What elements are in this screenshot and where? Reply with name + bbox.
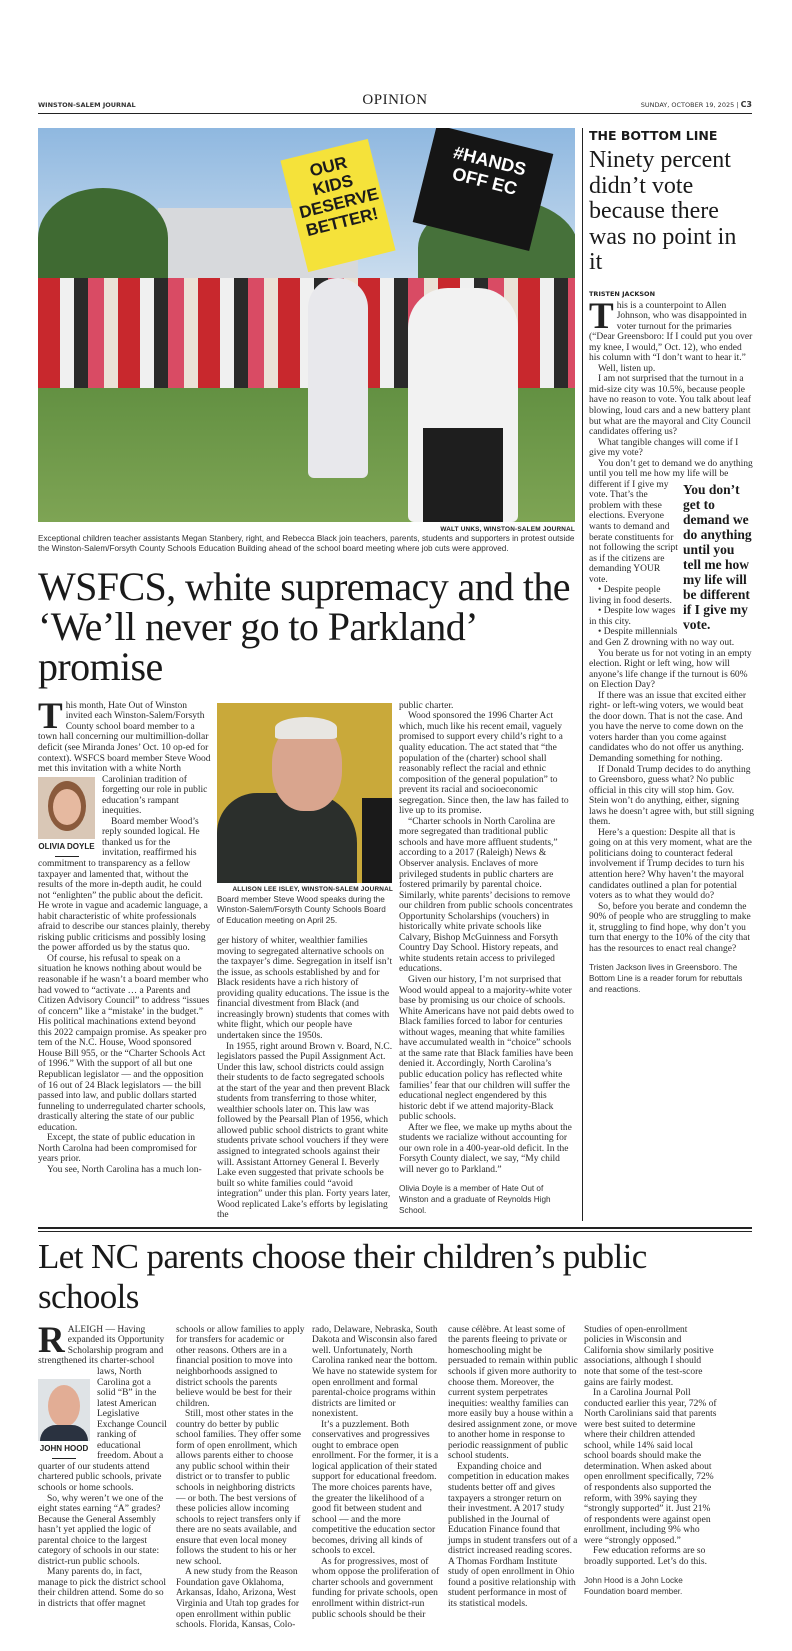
article1-columns bbox=[38, 695, 575, 1221]
drop-cap: T bbox=[589, 295, 614, 337]
steve-wood-photo bbox=[217, 703, 392, 883]
paragraph: Given our history, I’m not surprised that Wood would appeal to a majority-white voter base by promising us our choice of schools. White Americans have not paid debts owed to Black families forced to labor for centuries without wages, meaning that white families have accumulated wealth in “choice” schools at the same rate that Black families have been denied it. Accordingly, North Carolina’s public education policy has reflected white families’ fear that our children will suffer the educational neglect engendered by this historic debt if we attend majority-Black public schools. bbox=[399, 975, 574, 1123]
article2-column-5 bbox=[584, 1325, 717, 1631]
paragraph: Still, most other states in the country do better by public school families. They offer some form of open enrollment, which allows parents either to choose any public school within their district or to transfer to public schools in neighboring districts — or both. The best versions of these policies allow incoming schools to reject transfers only if there are no seats available, and ensure that even local money follows the student to his or her new school. bbox=[176, 1409, 301, 1567]
bullet-item: • Despite low wages in this city. bbox=[589, 606, 676, 627]
article2-column-2 bbox=[176, 1325, 306, 1631]
sidebar-byline: TRISTEN JACKSON bbox=[589, 289, 656, 298]
paragraph: cause célèbre. At least some of the parents fleeing to private or homeschooling might be persuaded to remain within public schools if given more authority to choose them. Moreover, the current system perpetrates inequities: wealthy families can more easily buy a house within a desired assignment zone, or move to another home in response to periodic reassignment of public school students. bbox=[448, 1324, 578, 1462]
paragraph: Few education reforms are so broadly supported. Let’s do this. bbox=[584, 1546, 707, 1567]
author-name: OLIVIA DOYLE bbox=[38, 841, 95, 851]
tree-left bbox=[38, 188, 168, 288]
author-inset bbox=[38, 777, 95, 857]
paragraph: Wood sponsored the 1996 Charter Act which, much like his recent email, vaguely promised to support every child’s right to a quality education. The act stated that “the population of the (charter) school shall reasonably reflect the racial and ethnic composition of the general population” to prevent its racial and socioeconomic segregation. Since then, the law has failed to live up to its promise. bbox=[399, 711, 569, 817]
bullet-item: • Despite people living in food deserts. bbox=[589, 585, 672, 606]
photo-credit: ALLISON LEE ISLEY, WINSTON-SALEM JOURNAL bbox=[232, 885, 393, 893]
paragraph: You berate us for not voting in an empty election. Right or left wing, how will anyone’s life change if the turnout is 60% on Election Day? bbox=[589, 648, 752, 691]
pull-quote: You don’t get to demand we do anything until you tell me how my life will be different if I give my vote. bbox=[683, 481, 752, 632]
paragraph: ALEIGH — Having expanded its Opportunity Scholarship program and strengthened its charter-school laws, North Carolina got a solid “B” in the latest American Legislative Exchange Council ranking of educational freedom. About a quarter of our students attend chartered public schools, private schools or home schools. bbox=[38, 1324, 167, 1493]
page-number: C3 bbox=[740, 100, 752, 109]
sign-black-text: #HANDS OFF EC bbox=[450, 142, 529, 199]
author-tagline: John Hood is a John Locke Foundation board member. bbox=[584, 1576, 683, 1596]
paragraph: Board member Wood’s reply sounded logical. He thanked us for the invitation, reaffirmed his commitment to transparency as a fellow taxpayer and lamented that, without the results of the more in-depth audit, he could not “enlighten” the public about the deficit. He wrote in vague and academic language, a habit characteristic of white professionals afraid to describe our stances plainly, thereby risking public criticisms and possibly losing the power afforded us by the status quo. bbox=[38, 816, 211, 954]
paragraph: So, before you berate and condemn the 90% of people who are struggling to make it, struggling to find hope, why don’t you turn that energy to the 10% of the city that has the resources to enact real change? bbox=[589, 901, 751, 954]
paragraph: It’s a puzzlement. Both conservatives and progressives ought to embrace open enrollment. For the former, it is a logical application of their stated support for educational freedom. The more choices parents have, the greater the likelihood of a good fit between student and school — and the more competitive the education sector becomes, driving all kinds of schools to excel. bbox=[312, 1419, 439, 1557]
article2-columns bbox=[38, 1319, 752, 1631]
paragraph: Well, listen up. bbox=[598, 363, 656, 374]
paragraph: my vote. That’s the problem with these elections. Everyone wants to demand and berate constituents for not following the script as if the citizens are demanding YOUR vote. bbox=[589, 479, 678, 585]
paragraph: “Charter schools in North Carolina are more segregated than traditional public schools and have more affluent students,” according to a 2017 (Raleigh) News & Observer analysis. Enclaves of more privileged students in public charters are fostered primarily by parental choice. Similarly, white parents’ decisions to remove our children from public schools concentrates Opportunity Scholarships (vouchers) in historically white private schools like Calvary, Bishop McGuinness and Forsyth Country Day School. History repeats, and white students retain access to privileged educations. bbox=[399, 816, 573, 975]
author-photo-john-hood bbox=[38, 1379, 90, 1441]
section-double-rule bbox=[38, 1227, 752, 1232]
protest-photo bbox=[38, 128, 575, 522]
sign-yellow-text: OUR KIDS DESERVE BETTER! bbox=[297, 152, 381, 241]
article2-column-3 bbox=[312, 1325, 442, 1631]
headline-line-2: ‘We’ll never go to Parkland’ promise bbox=[38, 603, 475, 689]
article1-column-1 bbox=[38, 695, 211, 1221]
drop-cap: T bbox=[38, 695, 63, 737]
paragraph: What tangible changes will come if I give my vote? bbox=[589, 437, 739, 459]
article1-column-3 bbox=[399, 701, 575, 1221]
top-section bbox=[38, 128, 752, 1221]
paragraph: If Donald Trump decides to do anything to Greensboro, guess what? No public official in this city will stop him. Gov. Stein won’t do anything, either, signing laws he doesn’t agree with, but still signing them. bbox=[589, 764, 754, 828]
paper-name: WINSTON-SALEM JOURNAL bbox=[38, 101, 136, 109]
article2-column-4 bbox=[448, 1325, 578, 1631]
paragraph: Of course, his refusal to speak on a situation he knows nothing about would be reasonable if he wasn’t a board member who had vowed to “activate … a Parents and Citizen Advisory Council” to address “issues of concern” like a “mistake’ in the budget.” His political machinations extend beyond this 2022 campaign promise. As speaker pro tem of the N.C. House, Wood sponsored House Bill 955, or the “Charter Schools Act of 1996.” With the support of all but one Republican legislator — and the opposition of 16 out of 24 Black legislators — the bill passed into law, and public dollars started funneling to underregulated charter schools, drastically altering the state of our public education. bbox=[38, 953, 210, 1133]
paragraph: You see, North Carolina has a much lon- bbox=[47, 1164, 202, 1175]
paragraph: rado, Delaware, Nebraska, South Dakota and Wisconsin also fared well. Unfortunately, North Carolina ranked near the bottom. We have no statewide system for open enrollment and formal parental-choice programs within districts are limited or nonexistent. bbox=[312, 1324, 438, 1420]
photo-caption: Exceptional children teacher assistants Megan Stanbery, right, and Rebecca Black join teachers, parents, students and supporters in protest outside the Winston-Salem/Forsyth County Schools Education Building ahead of the school board meeting where job cuts were approved. bbox=[38, 534, 575, 554]
paragraph: After we flee, we make up myths about the students we racialize without accounting for our own role in a 400-year-old deficit. In the Forsyth County dialect, we say, “My child will never go to Parkland.” bbox=[399, 1122, 572, 1175]
page-header bbox=[38, 92, 752, 114]
paragraph: Expanding choice and competition in education makes students better off and gives taxpayers a stronger return on their investment. A 2017 study published in the Journal of Education Finance found that jumps in student transfers out of a district increased reading scores. A Thomas Fordham Institute study of open enrollment in Ohio found a positive relationship with student performance in most of its statistical models. bbox=[448, 1461, 578, 1610]
protester-right-legs bbox=[423, 428, 503, 522]
photo-credit: WALT UNKS, WINSTON-SALEM JOURNAL bbox=[440, 526, 575, 533]
author-tagline: Tristen Jackson lives in Greensboro. The Bottom Line is a reader forum for rebuttals and reactions. bbox=[589, 963, 743, 994]
sidebar-body bbox=[589, 295, 755, 996]
author-photo-olivia-doyle bbox=[38, 777, 95, 839]
paragraph: In a Carolina Journal Poll conducted earlier this year, 72% of North Carolinians said that parents were best suited to determine where their children attended school, while 14% said local school boards should make the determination. When asked about open enrollment specifically, 72% of respondents also supported the reform, with 39% saying they “strongly supported” it. Just 21% of respondents were against open enrollment, including 9% who were “strongly opposed.” bbox=[584, 1388, 717, 1546]
article1-column-2-text bbox=[217, 936, 393, 1221]
main-story-area bbox=[38, 128, 575, 1221]
paragraph: his is a counterpoint to Allen Johnson, who was disappointed in voter turnout for the primaries (“Dear Greensboro: If I could put you over my knee, I would,” Oct. 12), who ended his column with “I don’t want to hear it.” bbox=[589, 300, 753, 364]
protester-center bbox=[308, 278, 368, 478]
author-tagline: Olivia Doyle is a member of Hate Out of Winston and a graduate of Reynolds High School. bbox=[399, 1184, 551, 1215]
paragraph: schools or allow families to apply for transfers for academic or other reasons. Others are in a financial position to move into neighborhoods assigned to district schools the parents believe would be best for their children. bbox=[176, 1324, 305, 1409]
article1-column-2 bbox=[217, 701, 393, 1221]
paragraph: his month, Hate Out of Winston invited each Winston-Salem/Forsyth County school board member to a town hall concerning our multimillion-dollar deficit (see Miranda Jones’ Oct. 10 op-ed for context). WSFCS board member Steve Wood met this invitation with a white North Carolinian tradition of forgetting our role in public education’s rampant inequities. bbox=[38, 700, 211, 817]
sidebar-bottom-line bbox=[582, 128, 759, 1221]
sidebar-kicker: THE BOTTOM LINE bbox=[589, 128, 718, 143]
photo-caption: Board member Steve Wood speaks during the Winston-Salem/Forsyth County Schools Board of Education meeting on April 25. bbox=[217, 894, 386, 925]
paragraph: If there was an issue that excited either right- or left-wing voters, we would beat the door down. That is not the case. And you have the nerve to come down on the voters harder than you come against candidates who do not offer us anything. Demanding something for nothing. bbox=[589, 690, 746, 765]
date: SUNDAY, OCTOBER 19, 2025 bbox=[640, 101, 735, 109]
paragraph: In 1955, right around Brown v. Board, N.C. legislators passed the Pupil Assignment Act. Under this law, school districts could assign their students to de facto segregated schools at the start of the year and then prevent Black students from transferring to those whiter, wealthier schools later on. This law was followed by the Pearsall Plan of 1956, which allowed public school districts to grant white students private school vouchers if they were assigned to integrated schools against their will. Assistant Attorney General I. Beverly Lake even suggested that private schools be built so white families could “avoid integration” under this plan. Forty years later, Wood replicated Lake’s efforts by legislating the bbox=[217, 1041, 393, 1221]
drop-cap: R bbox=[38, 1319, 65, 1361]
paragraph: Studies of open-enrollment policies in Wisconsin and California show similarly positive associations, although I should note that some of the test-score gains are fairly modest. bbox=[584, 1324, 714, 1388]
paragraph: Except, the state of public education in North Carolna had been compromised for years prior. bbox=[38, 1133, 197, 1165]
headline-line-1: WSFCS, white supremacy and the bbox=[38, 563, 570, 609]
article2-column-1 bbox=[38, 1319, 170, 1631]
sidebar-headline: Ninety percent didn’t vote because there was no point in it bbox=[589, 147, 737, 275]
paragraph: So, why weren’t we one of the eight states earning “A” grades? Because the General Assembly hasn’t yet applied the logic of parental choice to the largest category of schools in our state: district-run public schools. bbox=[38, 1493, 164, 1567]
paragraph: Many parents do, in fact, manage to pick the district school their children attend. Some do so in districts that offer magnet bbox=[38, 1567, 166, 1610]
article1-headline bbox=[38, 563, 575, 689]
date-line: SUNDAY, OCTOBER 19, 2025 | C3 bbox=[640, 100, 752, 109]
paragraph: A new study from the Reason Foundation gave Oklahoma, Arkansas, Idaho, Arizona, West Virginia and Utah top grades for open enrollment within public schools. Florida, Kansas, Colo- bbox=[176, 1567, 299, 1631]
paragraph: I am not surprised that the turnout in a mid-size city was 10.5%, because people have no reason to vote. You talk about leaf blowing, loud cars and a new battery plant but what are the mayoral and City Council candidates offering us? bbox=[589, 374, 751, 438]
author-name: JOHN HOOD bbox=[39, 1443, 89, 1453]
paragraph: Here’s a question: Despite all that is going on at this very moment, what are the politicians doing to counteract federal involvement if Trump decides to turn his attention here? Why haven’t the mayoral candidates outlined a plan for potential voters as to what they would do? bbox=[589, 827, 752, 902]
bullet-item: • Despite millennials and Gen Z drowning with no way out. bbox=[589, 627, 735, 648]
section-name: OPINION bbox=[362, 92, 428, 108]
paragraph: public charter. bbox=[399, 700, 454, 711]
paragraph: You don’t get to demand we do anything until you tell me how my life will be different if I give bbox=[589, 458, 753, 490]
paragraph: As for progressives, most of whom oppose the proliferation of charter schools and government funding for private schools, open enrollment within district-run public schools should be their bbox=[312, 1556, 440, 1620]
paragraph: ger history of whiter, wealthier families moving to segregated alternative schools on the taxpayer’s dime. Segregation in itself isn’t the issue, as schools established by and for Black residents have a rich history of providing quality educations. The issue is the financial divestment from Black (and increasingly brown) students that comes with white flight, which our people have undertaken since the 1950s. bbox=[217, 936, 393, 1041]
author-inset bbox=[38, 1379, 90, 1459]
article2-headline: Let NC parents choose their children’s public schools bbox=[38, 1236, 647, 1316]
